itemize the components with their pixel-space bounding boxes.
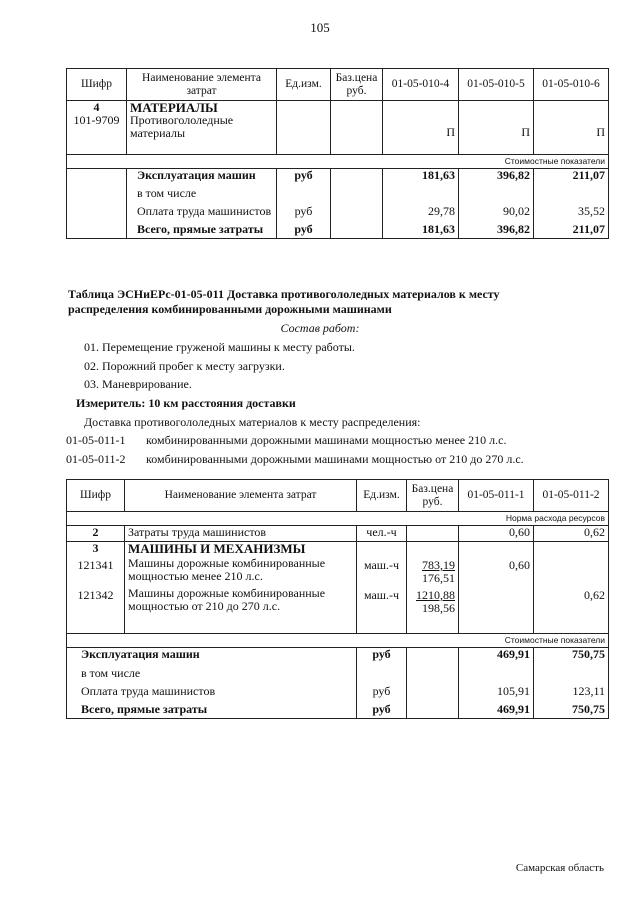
- table-row: [67, 223, 609, 239]
- item-code: 101-9709: [73, 113, 120, 127]
- header-name: Наименование элемента затрат: [127, 69, 277, 101]
- header-code: Шифр: [67, 480, 125, 512]
- work-item: 03. Маневрирование.: [84, 377, 192, 391]
- row-value: 396,82: [459, 223, 534, 239]
- header-unit: Ед.изм.: [357, 480, 407, 512]
- table-2-header: [67, 480, 609, 512]
- row-unit: руб: [277, 169, 331, 187]
- table-1-header: [67, 69, 609, 101]
- row-name: в том числе: [127, 187, 277, 205]
- header-code: Шифр: [67, 69, 127, 101]
- machines-number: 3: [92, 541, 99, 555]
- section-title: МАТЕРИАЛЫ: [130, 100, 218, 115]
- header-col-3: 01-05-010-6: [534, 69, 609, 101]
- item-name: Противогололедные материалы: [130, 113, 234, 140]
- header-price: Баз.цена руб.: [407, 480, 459, 512]
- row-unit: руб: [357, 648, 407, 667]
- work-heading: Состав работ:: [280, 321, 360, 335]
- machine-name: Машины дорожные комбинированные мощностью менее 210 л.с.: [128, 556, 326, 583]
- machines-title: МАШИНЫ И МЕХАНИЗМЫ: [128, 541, 306, 556]
- table-row: [67, 205, 609, 223]
- materials-row: [67, 101, 609, 155]
- row-value: 750,75: [534, 648, 609, 667]
- table-row: [67, 667, 609, 685]
- table-row: [67, 685, 609, 703]
- table-2: [66, 479, 609, 719]
- row-value: 35,52: [534, 205, 609, 223]
- labor-name: Затраты труда машинистов: [125, 526, 357, 542]
- row-name: Оплата труда машинистов: [127, 205, 277, 223]
- machine-price-wage: 176,51: [422, 571, 455, 585]
- row-name: Всего, прямые затраты: [67, 703, 357, 719]
- item-value: П: [459, 101, 534, 155]
- labor-row: [67, 526, 609, 542]
- row-unit: руб: [357, 703, 407, 719]
- section-number: 4: [93, 100, 100, 114]
- row-value: 750,75: [534, 703, 609, 719]
- table-row: [67, 169, 609, 187]
- machine-unit: маш.-ч: [363, 558, 400, 572]
- table-row: [67, 648, 609, 667]
- variant-code: 01-05-011-2: [66, 452, 126, 466]
- machine-code: 121342: [77, 588, 114, 602]
- variant-text: комбинированными дорожными машинами мощностью от 210 до 270 л.с.: [146, 452, 524, 466]
- page-number: 105: [310, 20, 330, 35]
- meter: Измеритель: 10 км расстояния доставки: [76, 396, 296, 410]
- footer-region: Самарская область: [515, 862, 604, 874]
- delivery-text: Доставка противогололедных материалов к месту распределения:: [84, 415, 421, 429]
- row-name: Эксплуатация машин: [67, 648, 357, 667]
- header-price: Баз.цена руб.: [331, 69, 383, 101]
- row-value: 90,02: [459, 205, 534, 223]
- labor-value: 0,60: [459, 526, 534, 542]
- cost-label: Стоимостные показатели: [67, 155, 609, 169]
- row-unit: руб: [277, 223, 331, 239]
- table-row: [67, 703, 609, 719]
- header-unit: Ед.изм.: [277, 69, 331, 101]
- row-name: Всего, прямые затраты: [127, 223, 277, 239]
- table-1: [66, 68, 609, 239]
- item-value: П: [383, 101, 459, 155]
- header-col-1: 01-05-010-4: [383, 69, 459, 101]
- row-unit: руб: [357, 685, 407, 703]
- row-value: 181,63: [383, 223, 459, 239]
- row-value: 211,07: [534, 169, 609, 187]
- row-value: 181,63: [383, 169, 459, 187]
- row-value: 123,11: [534, 685, 609, 703]
- header-col-2: 01-05-011-2: [534, 480, 609, 512]
- machine-price-wage: 198,56: [422, 601, 455, 615]
- row-value: 396,82: [459, 169, 534, 187]
- header-col-1: 01-05-011-1: [459, 480, 534, 512]
- work-item: 02. Порожний пробег к месту загрузки.: [84, 359, 285, 373]
- machine-price: 1210,88: [416, 588, 455, 602]
- table-row: [67, 187, 609, 205]
- machine-name: Машины дорожные комбинированные мощностью от 210 до 270 л.с.: [128, 586, 326, 613]
- variant-text: комбинированными дорожными машинами мощностью менее 210 л.с.: [146, 433, 507, 447]
- row-name: Эксплуатация машин: [127, 169, 277, 187]
- header-col-2: 01-05-010-5: [459, 69, 534, 101]
- variant-code: 01-05-011-1: [66, 433, 126, 447]
- work-item: 01. Перемещение груженой машины к месту работы.: [84, 340, 355, 354]
- row-name: Оплата труда машинистов: [67, 685, 357, 703]
- machine-value: 0,60: [509, 558, 530, 572]
- row-value: 469,91: [459, 648, 534, 667]
- machine-value: 0,62: [584, 588, 605, 602]
- table-title: Таблица ЭСНиЕРс-01-05-011 Доставка противогололедных материалов к месту распределения комбинированными дорожными машинами: [68, 287, 500, 316]
- machine-price: 783,19: [422, 558, 455, 572]
- labor-value: 0,62: [534, 526, 609, 542]
- row-value: 211,07: [534, 223, 609, 239]
- item-value: П: [534, 101, 609, 155]
- machine-unit: маш.-ч: [363, 588, 400, 602]
- labor-unit: чел.-ч: [357, 526, 407, 542]
- cost-label: Стоимостные показатели: [67, 634, 609, 648]
- row-unit: руб: [277, 205, 331, 223]
- row-value: 105,91: [459, 685, 534, 703]
- header-name: Наименование элемента затрат: [125, 480, 357, 512]
- norm-label: Норма расхода ресурсов: [67, 512, 609, 526]
- row-value: 29,78: [383, 205, 459, 223]
- machine-code: 121341: [77, 558, 114, 572]
- labor-number: 2: [67, 526, 125, 542]
- row-value: 469,91: [459, 703, 534, 719]
- row-name: в том числе: [67, 667, 357, 685]
- machines-row: [67, 542, 609, 634]
